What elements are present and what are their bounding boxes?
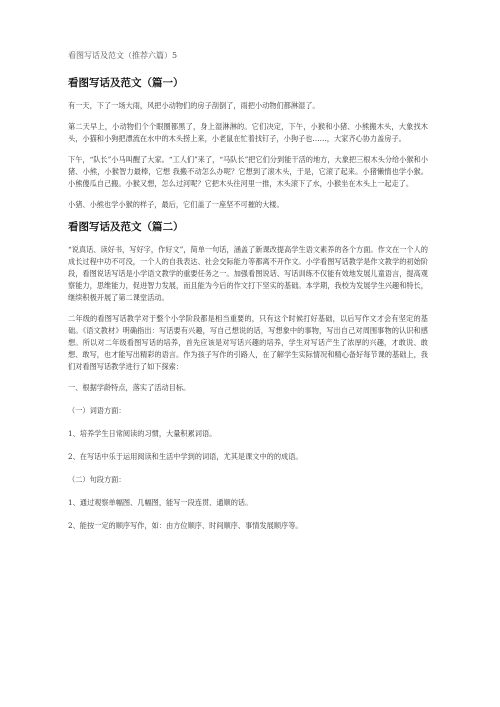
- list-item: 1、培养学生日常阅读的习惯，大量积累词语。: [68, 429, 217, 438]
- list-item: 2、能按一定的顺序写作，如：由方位顺序、时间顺序、事情发展顺序等。: [68, 521, 303, 530]
- section-2-heading: 看图写话及范文（篇二）: [68, 221, 184, 233]
- paragraph: 有一天，下了一场大雨，风把小动物们的房子刮倒了，雨把小动物们都淋湿了。: [68, 101, 320, 110]
- document-page: [68, 50, 428, 543]
- section-1-heading: 看图写话及范文（篇一）: [68, 77, 184, 89]
- list-item: （二）句段方面：: [68, 475, 126, 484]
- paragraph: 第二天早上，小动物们个个眼圈都黑了，身上湿淋淋的。它们决定，下午，小猴和小猪、小熊搬木头，大象找木头，小猫和小狗把漂流在水中的木头捞上来，小老鼠在忙着找钉子，小狗子也……，大家齐心协力盖房子。: [68, 122, 428, 143]
- paragraph: 下午，“队长”小马叫醒了大家。“工人们”来了，“马队长”把它们分到能干活的地方，大象把三根木头分给小猴和小猪、小熊，小猴智力最棒，它想 我搬不动怎么办呢？它想到了滚木头，于是，它滚了起来。小猪懒惰也学小猴。小熊傻瓜自己搬。小猴又想，怎么过河呢？它把木头往河里一推，木头滚下了水，小猴坐在木头上一起走了。: [68, 155, 428, 188]
- document-title: 看图写话及范文（推荐六篇）5: [68, 51, 178, 60]
- list-item: 1、通过观察单幅图、几幅图，能写一段连贯、通顺的话。: [68, 498, 253, 507]
- list-item: 2、在写话中乐于运用阅读和生活中学到的词语，尤其是课文中的的成语。: [68, 452, 303, 461]
- paragraph: 二年级的看图写话教学对于整个小学阶段都是相当重要的，只有这个时候打好基础，以后写作文才会有坚定的基础。《语文教材》明确指出：写话要有兴趣，写自己想说的话，写想象中的事物，写出自己对周围事物的认识和感想。所以对二年级看图写话的培养，首先应该是对写话兴趣的培养，学生对写话产生了浓厚的兴趣，才敢说、敢想、敢写，也才能写出精彩的语言。作为孩子写作的引路人，在了解学生实际情况和精心备好每节课的基础上，我们对看图写话教学进行了如下探索：: [68, 314, 428, 371]
- list-item: 一、根据学龄特点，落实了活动目标。: [68, 383, 191, 392]
- section-2: [68, 220, 428, 532]
- paragraph: “说真话、读好书，写好字，作好文”，简单一句话，涵盖了新课改提高学生语文素养的各个方面。作文在一个人的成长过程中功不可没，一个人的自我表达、社会交际能力等都离不开作文。小学看图写话教学是作文教学的初始阶段，看图说话写话是小学语文教学的重要任务之一。加强看图说话、写话训练不仅能有效地发展儿童语言，提高观察能力，思维能力，促进智力发展，而且能为今后的作文打下坚实的基础。本学期，我校为发展学生兴趣和特长，继续积极开展了第二课堂活动。: [68, 245, 428, 302]
- paragraph: 小猪、小熊也学小猴的样子，最后，它们盖了一座坚不可摧的大楼。: [68, 200, 284, 209]
- section-1: [68, 76, 428, 211]
- list-item: （一）词语方面：: [68, 406, 126, 415]
